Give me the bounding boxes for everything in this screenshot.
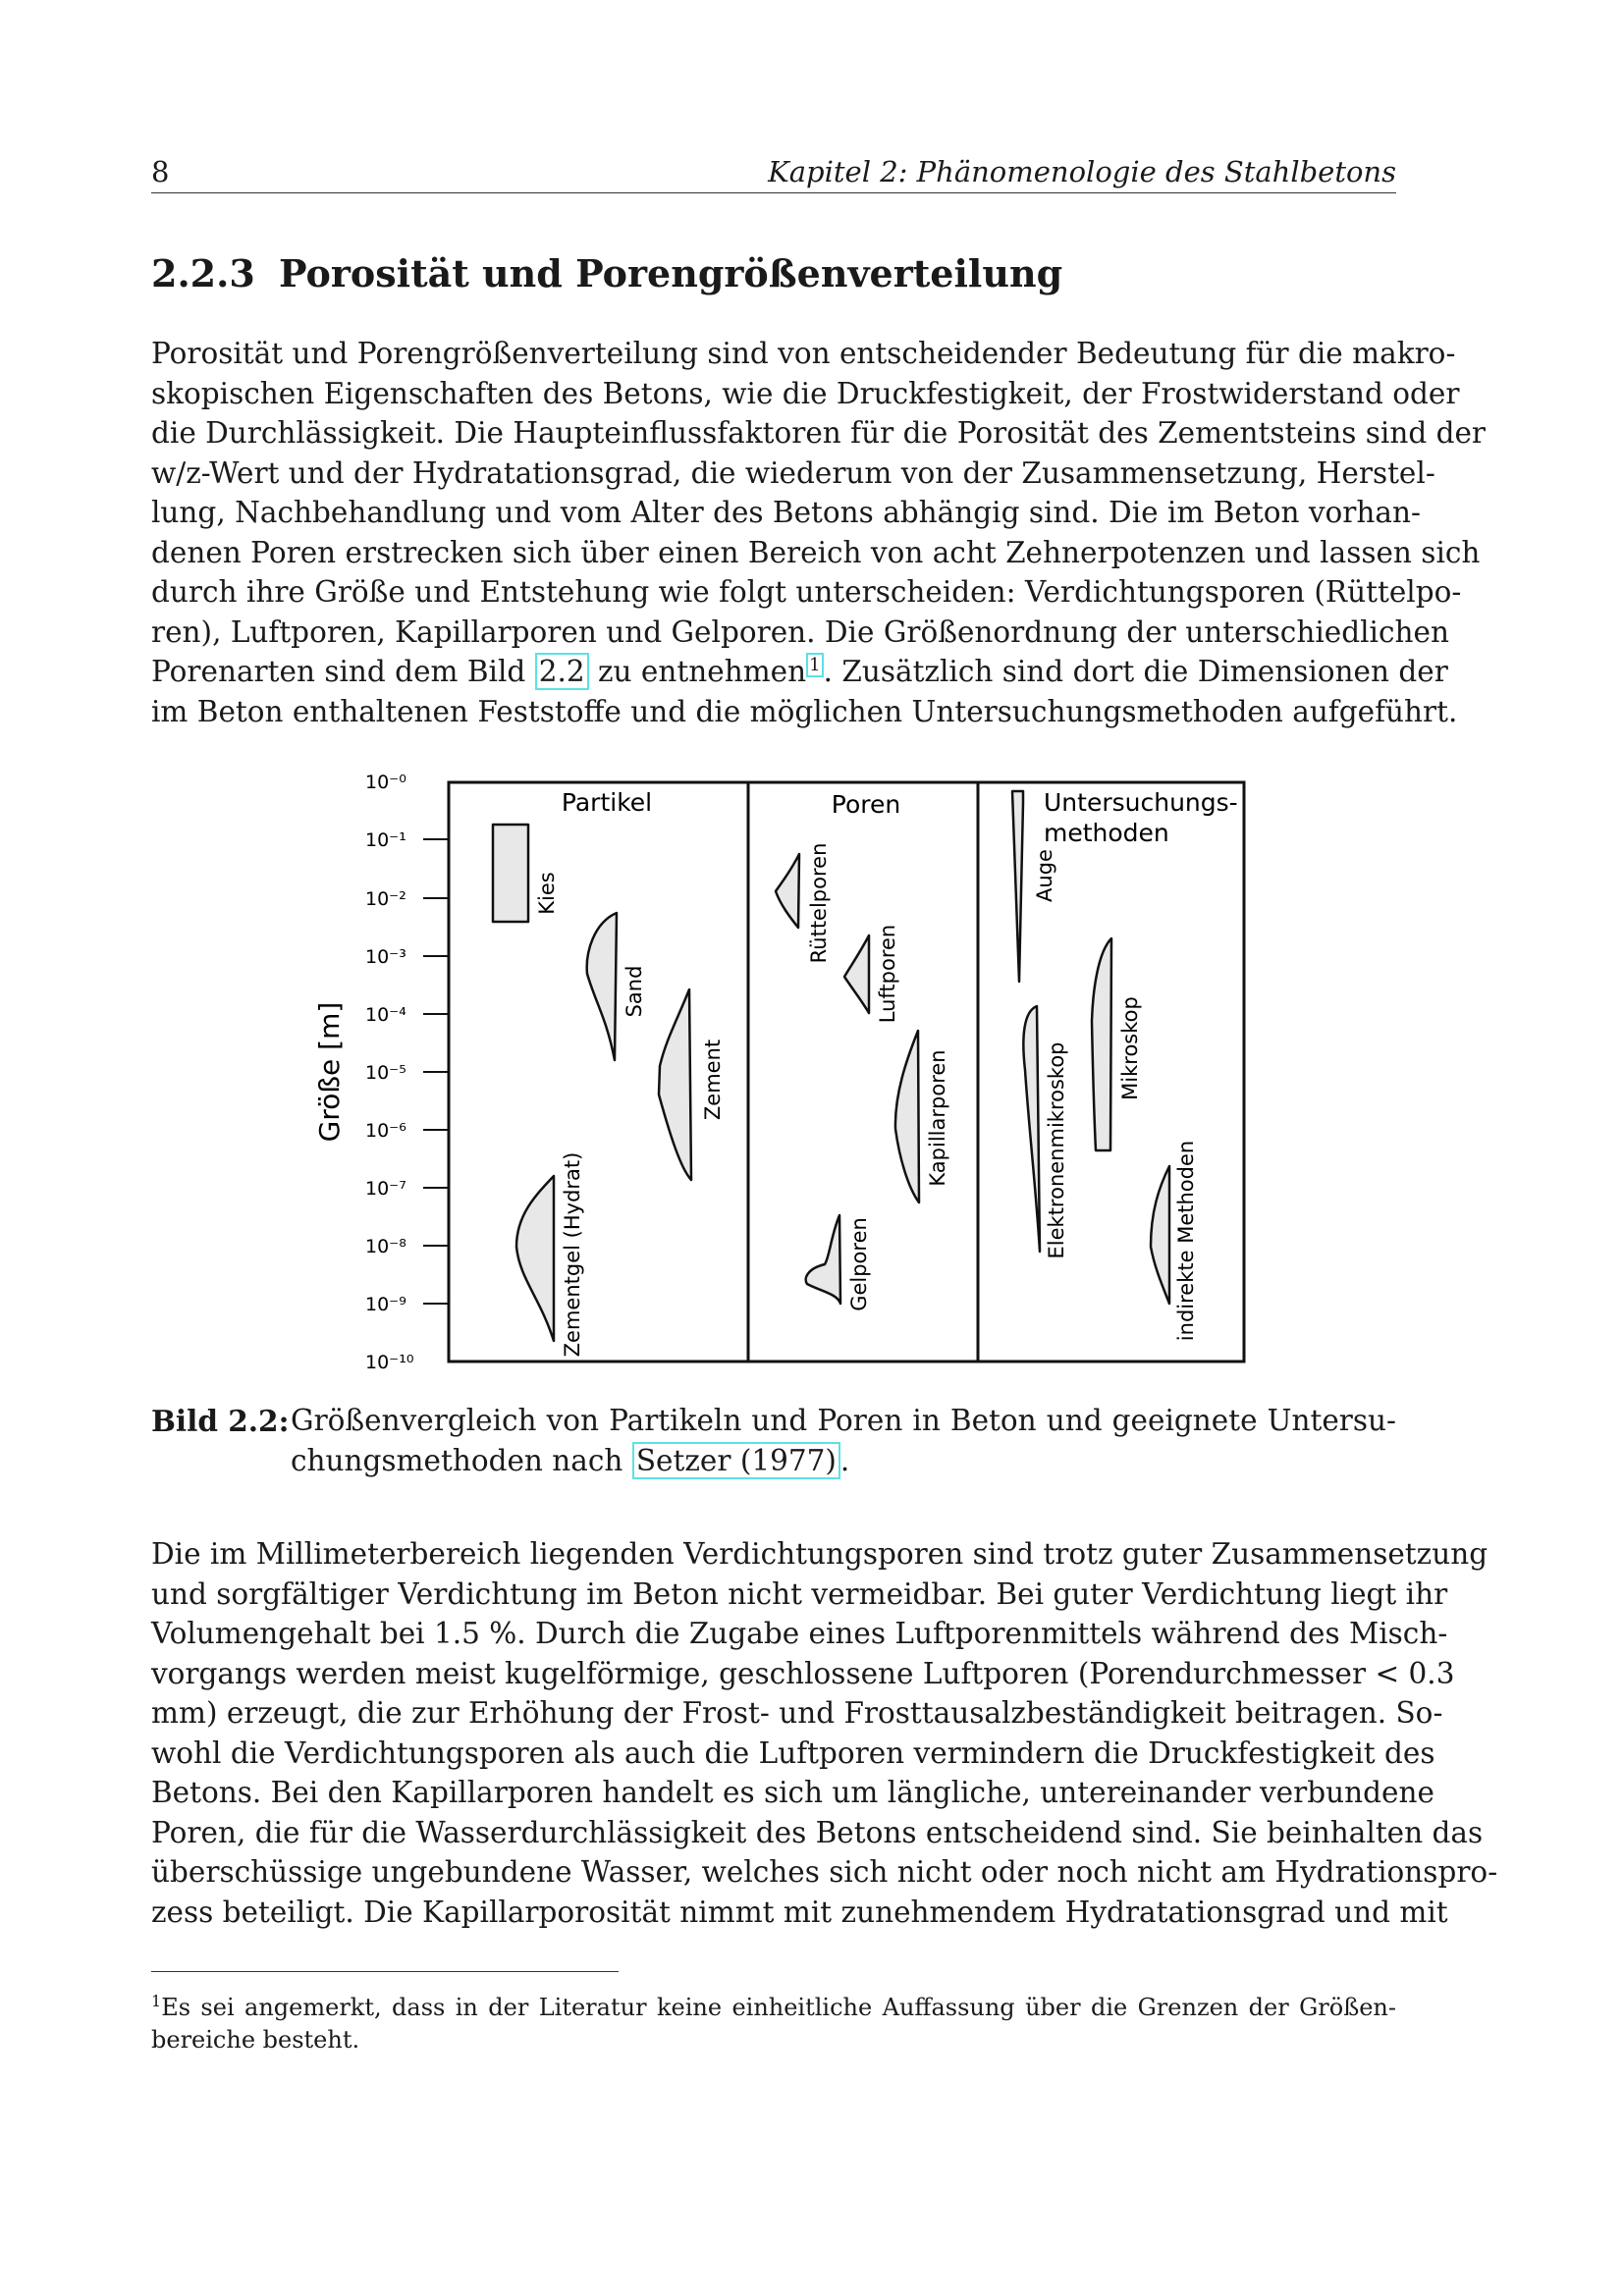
caption-line [291,1441,1396,1481]
text-fragment: . [839,1444,850,1477]
text-line: im Beton enthaltenen Feststoffe und die möglichen Untersuchungsmethoden aufgeführt. [151,694,1458,728]
tick-label: 10⁻¹ [365,829,406,851]
label-elektronenmikroskop: Elektronenmikroskop [1045,1041,1068,1259]
text-line: Porosität und Porengrößenverteilung sind von entscheidender Bedeutung für die makro- [151,337,1456,370]
footnote-marker: 1 [151,1992,162,2010]
sand-range-shape [587,913,617,1060]
label-indirekte-methoden: indirekte Methoden [1174,1140,1198,1342]
size-comparison-diagram [295,756,1276,1369]
text-line [151,652,1448,692]
footnote-line: bereiche besteht. [151,2026,360,2054]
text-fragment: Es sei angemerkt, dass in der Literatur keine einheitliche Auffassung über die Grenzen der Größen- [161,1994,1396,2021]
ruettelporen-range-shape [776,854,799,928]
footnote [151,1985,1396,2056]
text-line: lung, Nachbehandlung und vom Alter des Betons abhängig sind. Die im Beton vorhan- [151,496,1421,529]
text-fragment: chungsmethoden nach [291,1444,623,1477]
caption-text [291,1401,1396,1481]
text-line: und sorgfältiger Verdichtung im Beton nicht vermeidbar. Bei guter Verdichtung liegt ihr [151,1576,1448,1611]
label-gelporen: Gelporen [847,1217,871,1311]
label-ruettelporen: Rüttelporen [807,842,831,964]
tick-label: 10⁻⁶ [365,1120,406,1142]
text-line: Poren, die für die Wasserdurchlässigkeit des Betons entscheidend sind. Sie beinhalten das [151,1815,1484,1849]
gelporen-range-shape [806,1215,840,1304]
footnote-line [151,1985,1396,2024]
tick-label: 10⁻⁷ [365,1178,406,1200]
label-zementgel: Zementgel (Hydrat) [561,1151,584,1358]
panel-title-methoden-1: Untersuchungs- [1044,788,1238,817]
section-heading [151,251,1062,295]
panel-title-methoden-2: methoden [1044,819,1169,847]
label-auge: Auge [1033,849,1056,902]
text-line: mm) erzeugt, die zur Erhöhung der Frost- und Frosttausalzbeständigkeit beitragen. So- [151,1696,1443,1730]
text-fragment: zu entnehmen [598,655,807,688]
text-line: vorgangs werden meist kugelförmige, geschlossene Luftporen (Porendurchmesser < 0.3 [151,1656,1455,1690]
zement-range-shape [659,989,691,1180]
tick-label: 10⁻⁴ [365,1004,406,1026]
tick-label: 10⁻⁸ [365,1236,406,1257]
text-line: wohl die Verdichtungsporen als auch die Luftporen vermindern die Druckfestigkeit des [151,1735,1435,1770]
zementgel-range-shape [516,1176,554,1341]
luftporen-range-shape [844,935,869,1013]
text-line: denen Poren erstrecken sich über einen Bereich von acht Zehnerpotenzen und lassen sich [151,535,1481,569]
panel-title-poren: Poren [831,790,901,819]
auge-range-shape [1012,791,1023,982]
citation-link[interactable]: Setzer (1977) [632,1442,840,1479]
text-fragment: . Zusätzlich sind dort die Dimensionen der [823,655,1448,688]
text-line: durch ihre Größe und Entstehung wie folgt unterscheiden: Verdichtungsporen (Rüttelpo- [151,575,1462,609]
footnote-rule [151,1971,619,1972]
y-axis-label: Größe [m] [313,1001,346,1143]
mikroskop-range-shape [1092,938,1111,1150]
kies-range-shape [493,825,528,922]
text-fragment: Porenarten sind dem Bild [151,655,526,688]
page-number: 8 [151,155,170,188]
section-number: 2.2.3 [151,251,255,295]
tick-label: 10⁻¹⁰ [365,1352,414,1369]
kapillarporen-range-shape [895,1031,919,1202]
figure-reference-link[interactable]: 2.2 [535,653,589,690]
page-header [151,155,1396,193]
caption-line: Größenvergleich von Partikeln und Poren in Beton und geeignete Untersu- [291,1404,1396,1437]
text-line: die Durchlässigkeit. Die Haupteinflussfaktoren für die Porosität des Zementsteins sind der [151,416,1487,450]
tick-label: 10⁻⁰ [365,772,406,793]
figure-size-comparison [295,756,1276,1369]
text-line: Betons. Bei den Kapillarporen handelt es sich um längliche, untereinander verbundene [151,1776,1434,1809]
text-line: Volumengehalt bei 1.5 %. Durch die Zugabe eines Luftporenmittels während des Misch- [151,1617,1448,1650]
label-luftporen: Luftporen [876,924,899,1024]
y-ticks [423,839,449,1304]
running-chapter-title: Kapitel 2: Phänomenologie des Stahlbetons [768,155,1396,188]
tick-label: 10⁻⁵ [365,1062,406,1084]
footnote-reference-link[interactable]: 1 [806,653,823,677]
text-line: ren), Luftporen, Kapillarporen und Gelporen. Die Größenordnung der unterschiedlichen [151,614,1449,649]
text-line: Die im Millimeterbereich liegenden Verdichtungsporen sind trotz guter Zusammensetzung [151,1537,1488,1571]
text-line: w/z-Wert und der Hydratationsgrad, die wiederum von der Zusammensetzung, Herstel- [151,455,1435,490]
label-kapillarporen: Kapillarporen [926,1049,949,1187]
panel-title-partikel: Partikel [561,788,653,817]
tick-label: 10⁻² [365,888,406,910]
label-kies: Kies [535,872,559,915]
paragraph-intro [151,334,1487,731]
y-tick-labels [365,772,413,1369]
text-line: skopischen Eigenschaften des Betons, wie die Druckfestigkeit, der Frostwiderstand oder [151,376,1460,410]
text-line: überschüssige ungebundene Wasser, welches sich nicht oder noch nicht am Hydrationspro- [151,1855,1498,1889]
tick-label: 10⁻³ [365,946,406,968]
label-zement: Zement [701,1039,725,1121]
label-mikroskop: Mikroskop [1118,996,1142,1100]
text-line: zess beteiligt. Die Kapillarporosität nimmt mit zunehmendem Hydratationsgrad und mit [151,1895,1448,1929]
label-sand: Sand [622,965,646,1018]
section-title: Porosität und Porengrößenverteilung [279,251,1063,295]
indirekte-methoden-range-shape [1151,1166,1169,1304]
tick-label: 10⁻⁹ [365,1294,406,1315]
elektronenmikroskop-range-shape [1023,1006,1040,1252]
paragraph-pores [151,1534,1498,1932]
caption-label: Bild 2.2: [151,1404,290,1438]
